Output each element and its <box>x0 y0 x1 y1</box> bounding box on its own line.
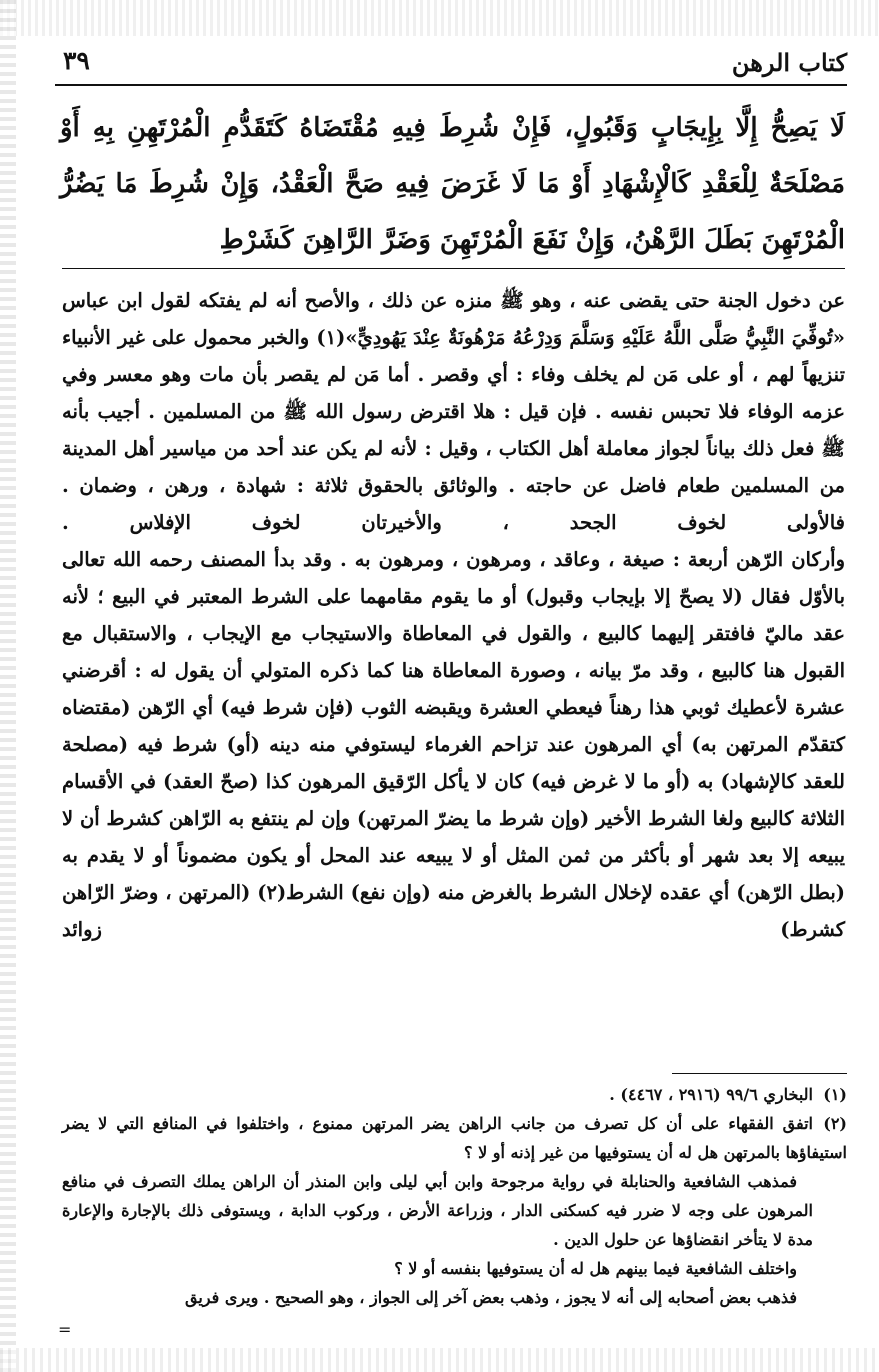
footnote-1 <box>62 1080 847 1109</box>
text-separator <box>62 268 845 269</box>
commentary-paragraph-1: عن دخول الجنة حتى يقضى عنه ، وهو ﷺ منزه عن ذلك ، والأصح أنه لم يفتكه لقول ابن عباس «تُوفِّيَ النَّبِيُّ صَلَّى اللَّهُ عَلَيْهِ وَسَلَّمَ وَدِرْعُهُ مَرْهُونَةٌ عِنْدَ يَهُودِيٍّ»(١) والخبر محمول على غير الأنبياء تنزيهاً لهم ، أو على مَن لم يخلف وفاء : أي وقصر . أما مَن لم يقصر بأن مات وهو معسر وفي عزمه الوفاء فلا تحبس نفسه . فإن قيل : هلا اقترض رسول الله ﷺ من المسلمين . أجيب بأنه ﷺ فعل ذلك بياناً لجواز معاملة أهل الكتاب ، وقيل : لأنه لم يكن عند أحد من مياسير أهل المدينة من المسلمين طعام فاضل عن حاجته . والوثائق بالحقوق ثلاثة : شهادة ، ورهن ، وضمان . فالأولى لخوف الجحد ، والأخيرتان لخوف الإفلاس . <box>62 289 845 534</box>
scan-edge-bottom <box>0 1348 879 1372</box>
page-number: ٣٩ <box>63 46 90 75</box>
main-text: لَا يَصِحُّ إِلَّا بِإِيجَابٍ وَقَبُولٍ، فَإِنْ شُرِطَ فِيهِ مُقْتَضَاهُ كَتَقَدُّمِ الْمُرْتَهِنِ بِهِ أَوْ مَصْلَحَةٌ لِلْعَقْدِ كَالْإِشْهَادِ أَوْ مَا لَا غَرَضَ فِيهِ صَحَّ الْعَقْدُ، وَإِنْ شُرِطَ مَا يَضُرُّ الْمُرْتَهِنَ بَطَلَ الرَّهْنُ، وَإِنْ نَفَعَ الْمُرْتَهِنَ وَضَرَّ الرَّاهِنَ كَشَرْطِ <box>60 113 845 255</box>
footnote-1-number: (١) <box>823 1085 847 1104</box>
footnote-1-text: البخاري ٩٩/٦ (٢٩١٦ ، ٤٤٦٧) . <box>609 1085 813 1104</box>
commentary-paragraph-2: وأركان الرّهن أربعة : صيغة ، وعاقد ، ومرهون ، ومرهون به . وقد بدأ المصنف رحمه الله تعالى بالأوّل فقال (لا يصحّ إلا بإيجاب وقبول) أو ما يقوم مقامهما على الشرط المعتبر في البيع ؛ لأنه عقد ماليّ فافتقر إليهما كالبيع ، والقول في المعاطاة والاستيجاب مع الإيجاب ، والاستقبال مع القبول هنا كالبيع ، وقد مرّ بيانه ، وصورة المعاطاة هنا كما ذكره المتولي أن يقول له : أقرضني عشرة لأعطيك ثوبي هذا رهناً فيعطي العشرة ويقبضه الثوب (فإن شرط فيه) أي الرّهن (مقتضاه كتقدّم المرتهن به) أي المرهون عند تزاحم الغرماء ليستوفي منه دينه (أو) شرط فيه (مصلحة للعقد كالإشهاد) به (أو ما لا غرض فيه) كان لا يأكل الرّقيق المرهون كذا (صحّ العقد) في الأقسام الثلاثة كالبيع ولغا الشرط الأخير (وإن شرط ما يضرّ المرتهن) وإن لم ينتفع به الرّاهن كشرط أن لا يبيعه إلا بعد شهر أو بأكثر من ثمن المثل أو لا يبيعه عند المحل أو يكون مضموناً أو لا يقدم به (بطل الرّهن) أي عقده لإخلال الشرط بالغرض منه (وإن نفع) الشرط(٢) (المرتهن ، وضرّ الرّاهن كشرط) زوائد <box>62 548 845 941</box>
footnotes <box>62 1080 847 1312</box>
chapter-title: كتاب الرهن <box>731 48 847 77</box>
scan-edge-top <box>0 0 879 36</box>
footnote-2-paragraph-3: فذهب بعض أصحابه إلى أنه لا يجوز ، وذهب بعض آخر إلى الجواز ، وهو الصحيح . ويرى فريق <box>184 1288 797 1307</box>
footnote-2-number: (٢) <box>823 1114 847 1133</box>
footnote-2-paragraph-1: فمذهب الشافعية والحنابلة في رواية مرجوحة وابن أبي ليلى وابن المنذر أن الراهن يملك التصرف في منافع المرهون على وجه لا ضرر فيه كسكنى الدار ، وزراعة الأرض ، وركوب الدابة ، ويستوفى ذلك بالإجارة والإعارة مدة لا يتأخر انقضاؤها عن حلول الدين . <box>62 1172 813 1249</box>
commentary <box>62 282 845 948</box>
continuation-mark: = <box>58 1320 72 1339</box>
page-header <box>55 44 847 86</box>
footnote-2-text: اتفق الفقهاء على أن كل تصرف من جانب الراهن يضر المرتهن ممنوع ، واختلفوا في المنافع التي لا يضر استيفاؤها بالمرتهن هل له أن يستوفيها من غير إذنه أو لا ؟ <box>62 1114 847 1162</box>
footnote-2-paragraph-2: واختلف الشافعية فيما بينهم هل له أن يستوفيها بنفسه أو لا ؟ <box>394 1259 797 1278</box>
scan-edge-left <box>0 0 16 1372</box>
footnote-2 <box>62 1109 847 1167</box>
footnote-rule <box>672 1073 847 1074</box>
